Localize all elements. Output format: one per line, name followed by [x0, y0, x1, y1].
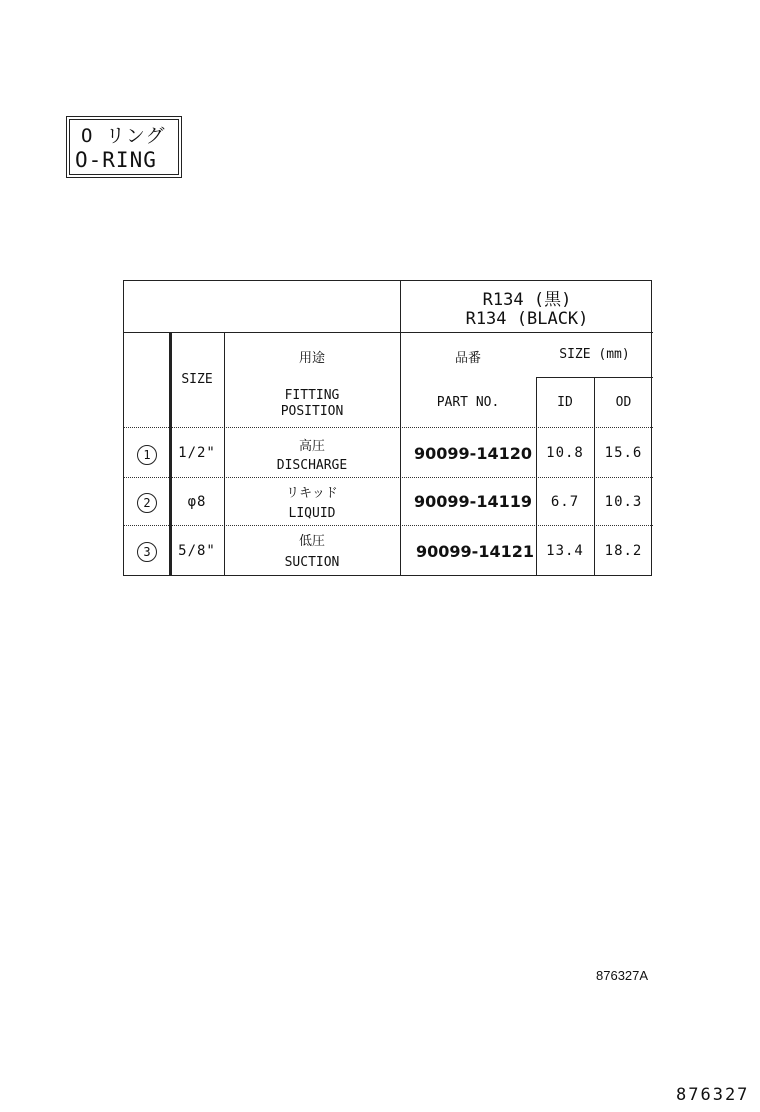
- row-fitting-jp: リキッド: [286, 486, 338, 501]
- col-header-fitting-jp: 用途: [298, 351, 325, 366]
- row-id: 13.4: [546, 543, 584, 559]
- row-part-number: 90099-14120: [414, 444, 532, 463]
- col-header-part-en: PART NO.: [436, 395, 500, 410]
- row-fitting-en: DISCHARGE: [276, 458, 348, 473]
- col-header-id: ID: [557, 395, 573, 410]
- title-box: [66, 116, 182, 178]
- figure-code: 876327A: [596, 968, 649, 983]
- row-od: 10.3: [604, 494, 643, 510]
- row-number-badge: 1: [137, 445, 157, 465]
- title-japanese: O リング: [81, 125, 166, 147]
- col-header-fitting-en-1: FITTING: [284, 388, 340, 403]
- col-header-size: SIZE: [181, 372, 213, 387]
- row-number-badge: 2: [137, 493, 157, 513]
- header-bottom-divider: [124, 427, 653, 428]
- col-header-fitting-en-2: POSITION: [280, 404, 344, 419]
- row-od: 15.6: [604, 445, 643, 461]
- col-header-od: OD: [615, 395, 632, 410]
- header-divider: [124, 332, 653, 333]
- row-fitting-en: LIQUID: [288, 506, 336, 521]
- row-size: φ8: [187, 494, 207, 510]
- title-english: O-RING: [75, 148, 157, 172]
- row-id: 6.7: [550, 494, 580, 510]
- row-od: 18.2: [604, 543, 643, 559]
- row-part-number: 90099-14119: [414, 492, 532, 511]
- page-code: 876327: [676, 1085, 750, 1105]
- row-divider: [124, 525, 653, 526]
- refrigerant-header-jp: R134 (黒): [482, 290, 572, 310]
- row-size: 5/8": [178, 543, 216, 559]
- row-id: 10.8: [546, 445, 584, 461]
- col-header-dims: SIZE (mm): [559, 347, 630, 362]
- row-size: 1/2": [178, 445, 216, 461]
- parts-table: [123, 280, 652, 576]
- col-header-part-jp: 品番: [454, 351, 481, 366]
- row-divider: [124, 477, 653, 478]
- row-number-badge: 3: [137, 542, 157, 562]
- row-fitting-jp: 高圧: [298, 439, 325, 454]
- row-fitting-jp: 低圧: [298, 534, 325, 549]
- refrigerant-header-en: R134 (BLACK): [465, 309, 589, 329]
- row-fitting-en: SUCTION: [284, 555, 340, 570]
- row-part-number: 90099-14121: [416, 542, 534, 561]
